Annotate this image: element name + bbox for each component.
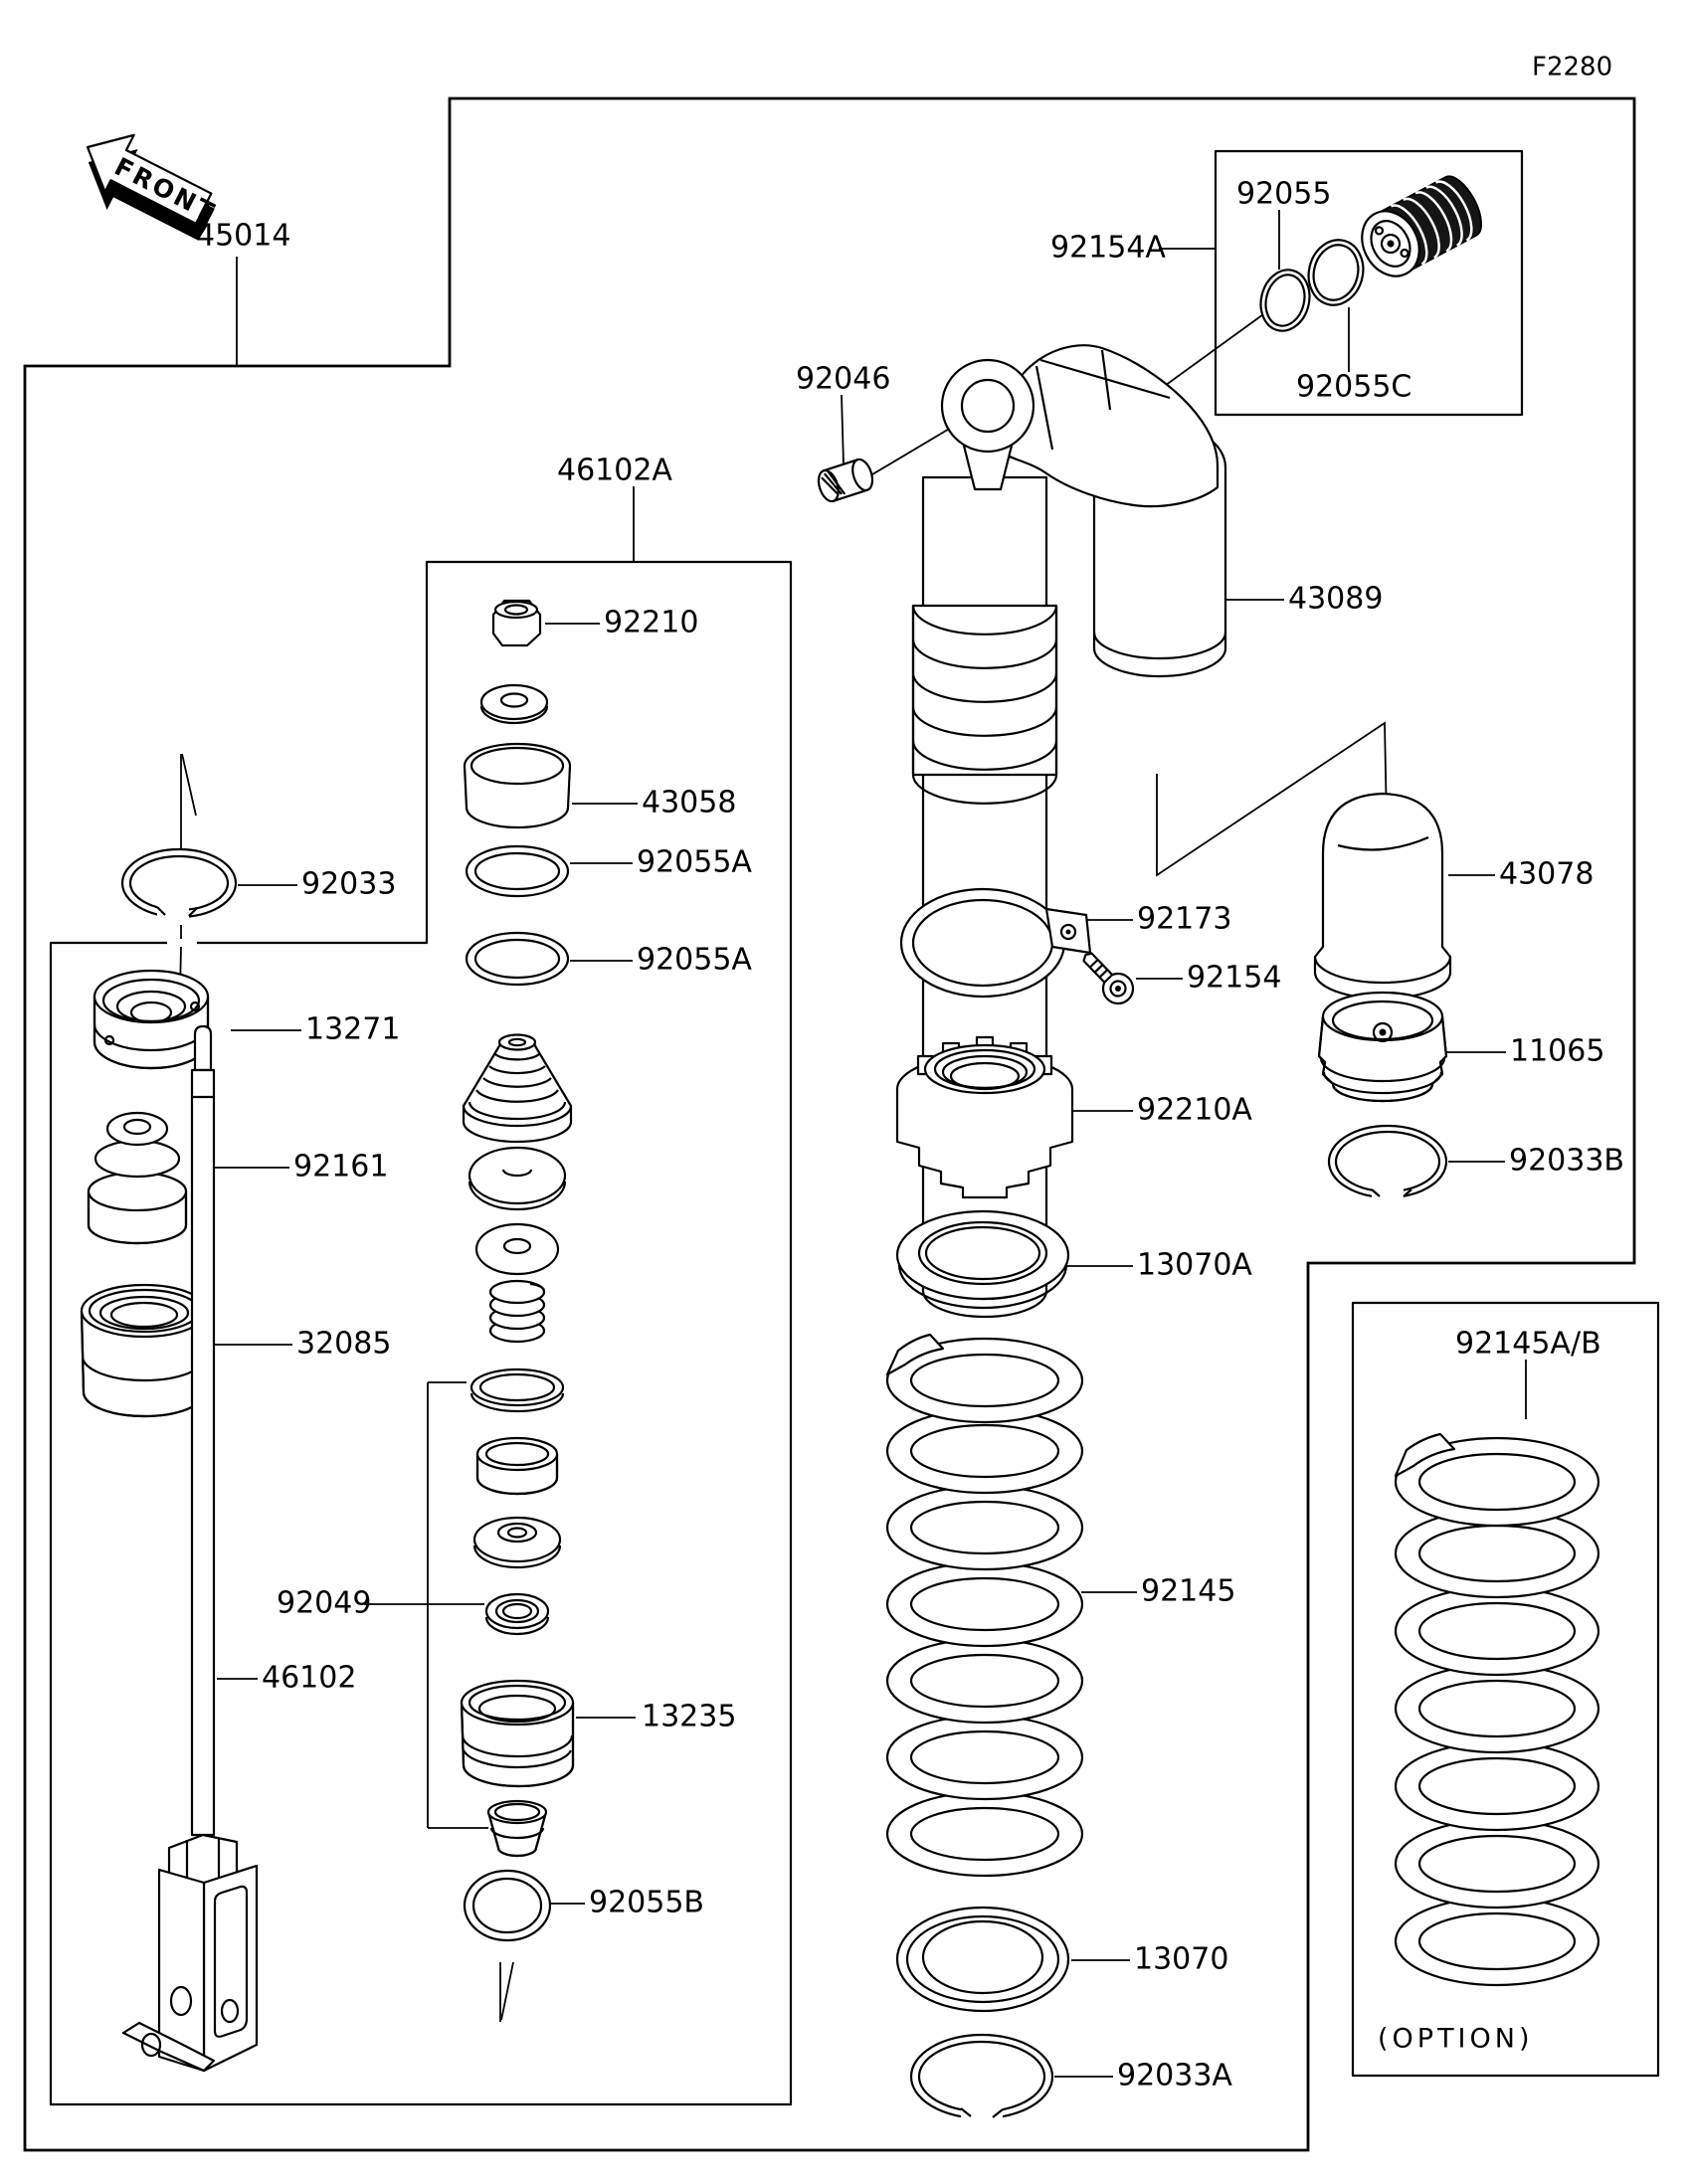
part-label-11065: 11065 xyxy=(1510,1033,1605,1069)
part-label-92055: 92055 xyxy=(1236,176,1332,212)
part-label-92210: 92210 xyxy=(604,605,699,640)
bellows-cup-32085 xyxy=(82,1285,207,1416)
part-label-43078: 43078 xyxy=(1499,856,1595,892)
circlip-92033A xyxy=(911,2035,1052,2124)
part-label-92055C: 92055C xyxy=(1296,369,1412,405)
part-label-92173: 92173 xyxy=(1137,901,1232,937)
o-ring-92055B xyxy=(465,1871,550,1940)
part-label-13070A: 13070A xyxy=(1137,1247,1252,1283)
part-label-92161: 92161 xyxy=(293,1149,389,1184)
seal-92049 xyxy=(486,1594,548,1634)
part-label-92210A: 92210A xyxy=(1137,1092,1252,1128)
part-label-92033A: 92033A xyxy=(1117,2058,1232,2093)
clamp-92173 xyxy=(901,889,1090,997)
part-label-92145: 92145 xyxy=(1141,1573,1236,1609)
bearing-92046 xyxy=(815,456,875,503)
spring-seat-13070 xyxy=(897,1908,1068,2011)
nut-92210 xyxy=(493,601,540,645)
cup-13235 xyxy=(462,1681,573,1786)
part-label-92046: 92046 xyxy=(796,361,891,397)
part-label-46102: 46102 xyxy=(262,1660,357,1696)
bladder-43078 xyxy=(1315,794,1450,999)
part-label-92055A-1: 92055A xyxy=(637,844,752,880)
piston-valve-stack xyxy=(464,1035,571,1143)
rebound-spring xyxy=(490,1281,544,1342)
bump-rubber-92161 xyxy=(89,1113,186,1243)
part-label-13235: 13235 xyxy=(642,1699,737,1734)
spring-92145AB-optional xyxy=(1396,1434,1598,1985)
o-ring-92055A-2 xyxy=(467,933,568,985)
o-ring-92055A-1 xyxy=(467,846,568,896)
rod-guide-13271 xyxy=(94,971,208,1068)
part-label-92154: 92154 xyxy=(1187,960,1282,996)
washer-upper xyxy=(481,685,547,723)
circlip-92033 xyxy=(122,849,236,925)
part-label-92033B: 92033B xyxy=(1509,1143,1625,1179)
part-label-13271: 13271 xyxy=(305,1011,401,1047)
part-label-43058: 43058 xyxy=(642,785,737,820)
part-label-92055B: 92055B xyxy=(589,1885,705,1920)
guide-collar xyxy=(477,1438,557,1494)
part-label-13070: 13070 xyxy=(1134,1941,1229,1977)
part-label-92055A-2: 92055A xyxy=(637,942,752,978)
compression-valve-assy xyxy=(1351,169,1490,285)
washer-large xyxy=(470,1148,565,1209)
bolt-92154 xyxy=(1075,945,1140,1009)
outer-assembly-box xyxy=(25,98,1634,2150)
part-label-92033: 92033 xyxy=(301,866,397,902)
part-label-32085: 32085 xyxy=(296,1326,392,1362)
part-label-92145AB: 92145A/B xyxy=(1455,1326,1601,1362)
stop-cup xyxy=(488,1801,546,1856)
circlip-92033B xyxy=(1329,1126,1446,1203)
spring-92145 xyxy=(887,1335,1082,1876)
option-label: (OPTION) xyxy=(1378,2023,1534,2055)
cap-11065 xyxy=(1319,993,1446,1101)
figure-code: F2280 xyxy=(1532,52,1613,83)
washer-small xyxy=(476,1224,558,1274)
o-ring-92055C xyxy=(1302,234,1370,310)
part-label-45014: 45014 xyxy=(196,218,291,254)
part-label-46102A: 46102A xyxy=(557,453,672,488)
cup-43058 xyxy=(465,744,570,827)
part-label-43089: 43089 xyxy=(1288,581,1384,617)
boss-washer xyxy=(474,1518,560,1567)
part-label-92049: 92049 xyxy=(277,1585,372,1621)
seal-collar xyxy=(471,1369,563,1411)
part-label-92154A: 92154A xyxy=(1050,230,1166,266)
front-arrow-label: FRONT xyxy=(109,151,222,228)
o-ring-92055 xyxy=(1254,265,1316,336)
box-edge-gap xyxy=(167,935,197,951)
